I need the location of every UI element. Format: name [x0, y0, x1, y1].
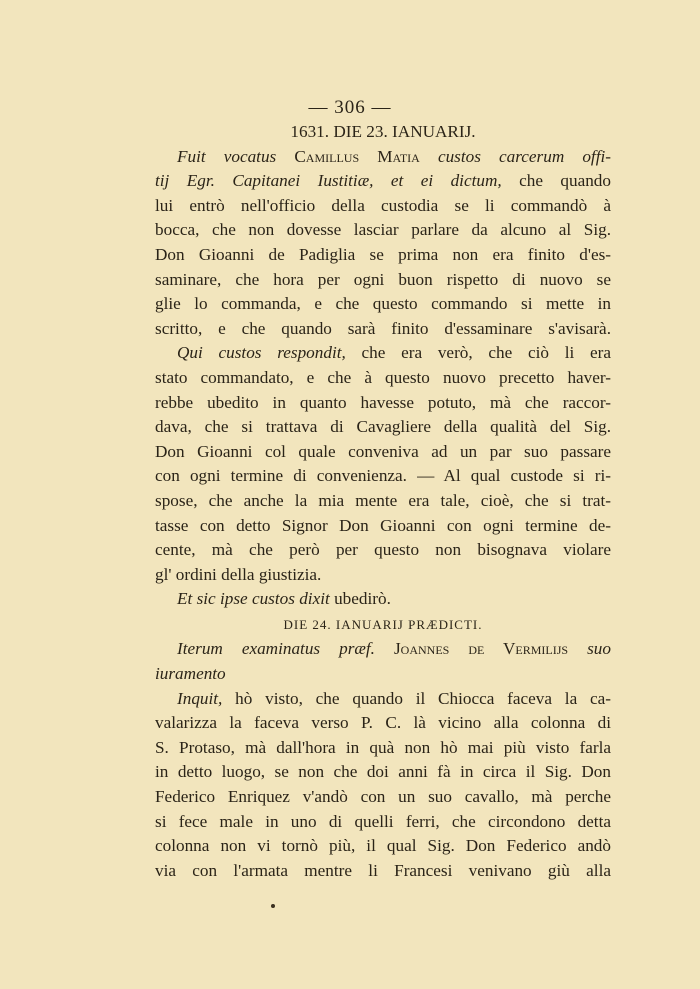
page-number: — 306 —: [308, 97, 392, 118]
text-segment: Iterum examinatus præf.: [177, 639, 375, 659]
text-line: [155, 587, 611, 612]
text-segment: glie lo commanda, e che questo commando si mette in: [155, 294, 611, 314]
text-line: [155, 489, 611, 514]
text-line: [155, 612, 611, 638]
text-segment: Don Gioanni col quale conveniva ad un par suo passare: [155, 441, 611, 461]
text-line: [155, 317, 611, 342]
text-line: [155, 834, 611, 859]
text-line: [155, 169, 611, 194]
text-segment: via con l'armata mentre li Francesi venivano giù alla: [155, 860, 611, 880]
text-line: [155, 538, 611, 563]
text-line: [155, 464, 611, 489]
text-segment: suo: [587, 639, 611, 659]
text-segment: Camillus Matia: [276, 146, 438, 166]
text-segment: Don Gioanni de Padiglia se prima non era finito d'es-: [155, 244, 611, 264]
text-line: [155, 391, 611, 416]
body-text: [155, 120, 611, 883]
text-line: [155, 120, 611, 145]
text-line: [155, 440, 611, 465]
text-segment: Fuit vocatus: [177, 146, 277, 166]
text-line: [155, 341, 611, 366]
text-segment: S. Protaso, mà dall'hora in quà non hò mai più visto farla: [155, 737, 611, 757]
text-line: [155, 514, 611, 539]
text-segment: spose, che anche la mia mente era tale, cioè, che si trat-: [155, 490, 611, 510]
text-segment: Et sic ipse custos dixit: [177, 589, 330, 609]
text-segment: in detto luogo, se non che doi anni fà in circa il Sig. Don: [155, 762, 611, 782]
text-line: [155, 711, 611, 736]
text-segment: colonna non vi tornò più, il qual Sig. Don Federico andò: [155, 836, 611, 856]
text-segment: saminare, che hora per ogni buon rispetto di nuovo se: [155, 269, 611, 289]
text-line: [155, 563, 611, 588]
text-segment: Federico Enriquez v'andò con un suo cavallo, mà perche: [155, 787, 611, 807]
text-line: [155, 662, 611, 687]
text-line: [155, 268, 611, 293]
text-line: [155, 292, 611, 317]
ink-speck: [271, 904, 275, 908]
text-line: [155, 859, 611, 884]
text-segment: Joannes de Vermilijs: [374, 639, 588, 659]
text-segment: tij Egr. Capitanei Iustitiæ, et ei dictum,: [155, 171, 502, 191]
text-segment: Inquit,: [177, 688, 223, 708]
text-segment: valarizza la faceva verso P. C. là vicino alla colonna di: [155, 713, 611, 733]
text-segment: cente, mà che però per questo non bisognava violare: [155, 540, 611, 560]
text-segment: DIE 24. IANUARIJ PRÆDICTI.: [283, 616, 483, 632]
text-line: [155, 687, 611, 712]
text-segment: tasse con detto Signor Don Gioanni con ogni termine de-: [155, 515, 611, 535]
text-segment: che quando: [501, 171, 611, 191]
text-segment: si fece male in uno di quelli ferri, che circondono detta: [155, 811, 611, 831]
text-segment: custos carcerum offi-: [437, 146, 611, 166]
text-line: [155, 243, 611, 268]
text-line: [155, 366, 611, 391]
text-segment: Qui custos respondit,: [177, 343, 346, 363]
text-line: [155, 145, 611, 170]
text-segment: dava, che si trattava di Cavagliere della qualità del Sig.: [155, 417, 611, 437]
text-segment: hò visto, che quando il Chiocca faceva la ca-: [222, 688, 611, 708]
text-segment: iuramento: [155, 664, 226, 684]
text-segment: gl' ordini della giustizia.: [155, 564, 322, 584]
text-line: [155, 785, 611, 810]
text-line: [155, 810, 611, 835]
text-line: [155, 736, 611, 761]
text-line: [155, 637, 611, 662]
text-segment: 1631. DIE 23. IANUARIJ.: [290, 122, 476, 141]
text-segment: con ogni termine di convenienza. — Al qual custode si ri-: [155, 466, 611, 486]
text-segment: ubedirò.: [329, 589, 391, 609]
text-line: [155, 415, 611, 440]
text-segment: rebbe ubedito in quanto havesse potuto, mà che raccor-: [155, 392, 611, 412]
text-line: [155, 218, 611, 243]
text-segment: scritto, e che quando sarà finito d'essaminare s'avisarà.: [155, 318, 611, 338]
text-line: [155, 760, 611, 785]
text-segment: che era verò, che ciò li era: [345, 343, 611, 363]
text-line: [155, 194, 611, 219]
text-segment: stato commandato, e che à questo nuovo precetto haver-: [155, 367, 611, 387]
text-segment: bocca, che non dovesse lasciar parlare da alcuno al Sig.: [155, 220, 611, 240]
text-segment: lui entrò nell'officio della custodia se li commandò à: [155, 195, 611, 215]
